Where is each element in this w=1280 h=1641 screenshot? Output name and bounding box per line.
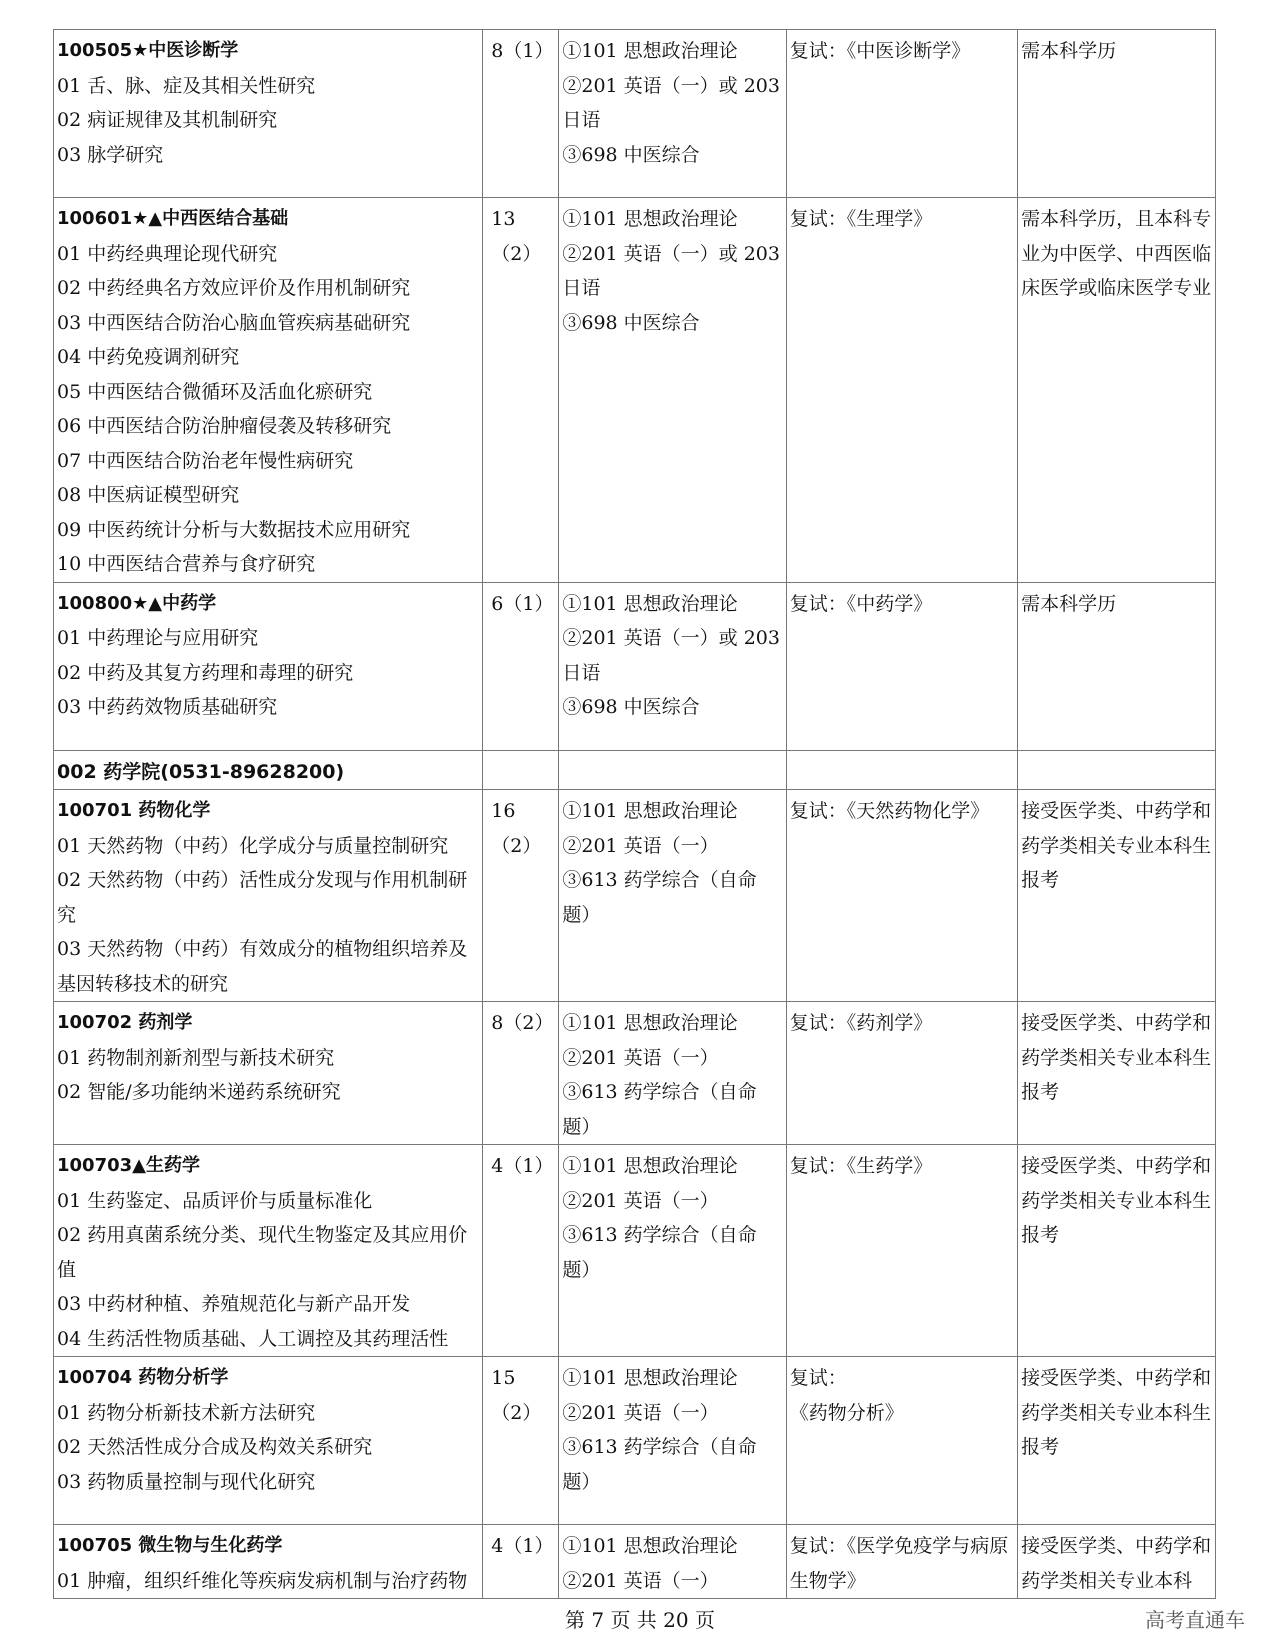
research-direction: 03 药物质量控制与现代化研究 bbox=[57, 1470, 316, 1493]
exam-subject: ②201 英语（一）或 203 日语 bbox=[562, 627, 780, 684]
research-direction: 01 舌、脉、症及其相关性研究 bbox=[57, 74, 316, 97]
program-cell bbox=[54, 198, 483, 583]
exam-subject: ③698 中医综合 bbox=[562, 311, 700, 334]
exam-subject: ②201 英语（一） bbox=[562, 1189, 719, 1212]
remark-cell bbox=[1018, 1145, 1216, 1357]
exam-subject: ①101 思想政治理论 bbox=[562, 592, 738, 615]
research-direction: 08 中医病证模型研究 bbox=[57, 484, 240, 506]
retest-subject: 《药物分析》 bbox=[789, 1401, 904, 1424]
empty-cell bbox=[559, 750, 786, 790]
program-cell bbox=[54, 582, 483, 750]
research-direction: 01 中药理论与应用研究 bbox=[57, 627, 259, 649]
empty-cell bbox=[786, 750, 1017, 790]
exam-subjects-cell bbox=[559, 1002, 786, 1145]
remark-text: 接受医学类、中药学和药学类相关专业本科生报考 bbox=[1021, 800, 1212, 891]
exam-subjects-cell bbox=[559, 790, 786, 1002]
retest-subject: 复试：《中医诊断学》 bbox=[789, 40, 971, 62]
research-direction: 02 药用真菌系统分类、现代生物鉴定及其应用价值 bbox=[57, 1224, 468, 1281]
exam-subject: ①101 思想政治理论 bbox=[562, 1155, 738, 1177]
enrollment-table bbox=[53, 29, 1216, 1599]
retest-subject: 复试：《中药学》 bbox=[789, 592, 933, 615]
research-direction: 01 中药经典理论现代研究 bbox=[57, 242, 278, 265]
quota-cell: 8（1） bbox=[483, 30, 559, 198]
program-cell bbox=[54, 1357, 483, 1525]
retest-cell bbox=[786, 1357, 1017, 1525]
research-direction: 02 天然活性成分合成及构效关系研究 bbox=[57, 1436, 373, 1458]
program-cell bbox=[54, 790, 483, 1002]
program-title: 100703▲生药学 bbox=[57, 1155, 200, 1176]
retest-subject: 复试：《生药学》 bbox=[789, 1155, 933, 1177]
remark-cell bbox=[1018, 1525, 1216, 1599]
research-direction: 06 中西医结合防治肿瘤侵袭及转移研究 bbox=[57, 415, 392, 437]
research-direction: 01 肿瘤，组织纤维化等疾病发病机制与治疗药物 bbox=[57, 1569, 468, 1592]
program-cell bbox=[54, 1002, 483, 1145]
research-direction: 01 药物制剂新剂型与新技术研究 bbox=[57, 1046, 335, 1069]
quota-cell: 15（2） bbox=[483, 1357, 559, 1525]
retest-cell bbox=[786, 790, 1017, 1002]
empty-cell bbox=[1018, 750, 1216, 790]
remark-cell bbox=[1018, 582, 1216, 750]
remark-text: 需本科学历 bbox=[1021, 592, 1117, 615]
exam-subjects-cell bbox=[559, 1525, 786, 1599]
research-direction: 02 中药经典名方效应评价及作用机制研究 bbox=[57, 277, 411, 299]
retest-subject: 复试：《天然药物化学》 bbox=[789, 800, 990, 822]
department-cell: 002 药学院(0531-89628200) bbox=[54, 750, 483, 790]
research-direction: 03 脉学研究 bbox=[57, 143, 164, 166]
table-row bbox=[54, 1002, 1216, 1145]
remark-cell bbox=[1018, 198, 1216, 583]
program-title: 100705 微生物与生化药学 bbox=[57, 1535, 283, 1556]
retest-cell bbox=[786, 1525, 1017, 1599]
exam-subject: ①101 思想政治理论 bbox=[562, 40, 738, 62]
remark-text: 需本科学历 bbox=[1021, 40, 1117, 62]
quota-cell: 8（2） bbox=[483, 1002, 559, 1145]
table-row bbox=[54, 30, 1216, 198]
exam-subject: ②201 英语（一） bbox=[562, 1569, 719, 1592]
remark-text: 接受医学类、中药学和药学类相关专业本科生报考 bbox=[1021, 1155, 1212, 1246]
program-title: 100701 药物化学 bbox=[57, 800, 211, 821]
research-direction: 03 天然药物（中药）有效成分的植物组织培养及基因转移技术的研究 bbox=[57, 938, 468, 995]
table-row bbox=[54, 750, 1216, 790]
retest-subject: 复试： bbox=[789, 1367, 847, 1389]
exam-subject: ②201 英语（一）或 203 日语 bbox=[562, 242, 780, 299]
program-title: 100704 药物分析学 bbox=[57, 1367, 229, 1388]
exam-subjects-cell bbox=[559, 582, 786, 750]
program-title: 100601★▲中西医结合基础 bbox=[57, 208, 289, 229]
retest-subject: 复试：《生理学》 bbox=[789, 208, 933, 230]
watermark: 高考直通车 bbox=[1145, 1608, 1245, 1632]
exam-subject: ③613 药学综合（自命题） bbox=[562, 1224, 757, 1281]
quota-cell: 16（2） bbox=[483, 790, 559, 1002]
table-row bbox=[54, 1145, 1216, 1357]
research-direction: 02 中药及其复方药理和毒理的研究 bbox=[57, 661, 354, 684]
table-row bbox=[54, 198, 1216, 583]
research-direction: 03 中药材种植、养殖规范化与新产品开发 bbox=[57, 1293, 411, 1315]
exam-subject: ③613 药学综合（自命题） bbox=[562, 869, 757, 926]
program-title: 100800★▲中药学 bbox=[57, 592, 217, 614]
quota-cell: 4（1） bbox=[483, 1145, 559, 1357]
research-direction: 02 病证规律及其机制研究 bbox=[57, 109, 278, 131]
retest-subject: 复试：《医学免疫学与病原生物学》 bbox=[789, 1535, 1009, 1592]
research-direction: 01 天然药物（中药）化学成分与质量控制研究 bbox=[57, 834, 449, 857]
remark-text: 接受医学类、中药学和药学类相关专业本科生报考 bbox=[1021, 1367, 1212, 1458]
exam-subject: ②201 英语（一） bbox=[562, 834, 719, 857]
research-direction: 07 中西医结合防治老年慢性病研究 bbox=[57, 449, 354, 472]
table-row bbox=[54, 790, 1216, 1002]
research-direction: 09 中医药统计分析与大数据技术应用研究 bbox=[57, 518, 411, 541]
remark-text: 接受医学类、中药学和药学类相关专业本科 bbox=[1021, 1535, 1212, 1592]
program-title: 100505★中医诊断学 bbox=[57, 40, 239, 61]
table-row bbox=[54, 582, 1216, 750]
exam-subjects-cell bbox=[559, 1357, 786, 1525]
remark-cell bbox=[1018, 790, 1216, 1002]
exam-subject: ①101 思想政治理论 bbox=[562, 1367, 738, 1389]
exam-subject: ②201 英语（一）或 203 日语 bbox=[562, 74, 780, 131]
exam-subject: ③698 中医综合 bbox=[562, 143, 700, 166]
table-row bbox=[54, 1357, 1216, 1525]
exam-subject: ①101 思想政治理论 bbox=[562, 1012, 738, 1034]
research-direction: 02 智能/多功能纳米递药系统研究 bbox=[57, 1081, 341, 1103]
empty-cell bbox=[483, 750, 559, 790]
research-direction: 02 天然药物（中药）活性成分发现与作用机制研究 bbox=[57, 869, 468, 926]
exam-subject: ③613 药学综合（自命题） bbox=[562, 1436, 757, 1493]
retest-cell bbox=[786, 198, 1017, 583]
exam-subjects-cell bbox=[559, 1145, 786, 1357]
quota-cell: 6（1） bbox=[483, 582, 559, 750]
program-cell bbox=[54, 1525, 483, 1599]
exam-subject: ③698 中医综合 bbox=[562, 696, 700, 718]
table-row bbox=[54, 1525, 1216, 1599]
exam-subject: ②201 英语（一） bbox=[562, 1401, 719, 1424]
retest-cell bbox=[786, 582, 1017, 750]
remark-text: 接受医学类、中药学和药学类相关专业本科生报考 bbox=[1021, 1012, 1212, 1103]
exam-subjects-cell bbox=[559, 30, 786, 198]
retest-cell bbox=[786, 1145, 1017, 1357]
program-cell bbox=[54, 1145, 483, 1357]
exam-subject: ①101 思想政治理论 bbox=[562, 800, 738, 822]
exam-subject: ①101 思想政治理论 bbox=[562, 208, 738, 230]
quota-cell: 13（2） bbox=[483, 198, 559, 583]
remark-cell bbox=[1018, 1357, 1216, 1525]
quota-cell: 4（1） bbox=[483, 1525, 559, 1599]
remark-cell bbox=[1018, 1002, 1216, 1145]
research-direction: 01 生药鉴定、品质评价与质量标准化 bbox=[57, 1189, 373, 1212]
program-title: 100702 药剂学 bbox=[57, 1012, 193, 1033]
research-direction: 10 中西医结合营养与食疗研究 bbox=[57, 553, 316, 575]
research-direction: 03 中药药效物质基础研究 bbox=[57, 696, 278, 718]
research-direction: 04 生药活性物质基础、人工调控及其药理活性 bbox=[57, 1327, 449, 1350]
page-footer: 第 7 页 共 20 页 bbox=[565, 1608, 715, 1632]
research-direction: 01 药物分析新技术新方法研究 bbox=[57, 1401, 316, 1424]
exam-subject: ①101 思想政治理论 bbox=[562, 1535, 738, 1557]
remark-cell bbox=[1018, 30, 1216, 198]
program-cell bbox=[54, 30, 483, 198]
research-direction: 03 中西医结合防治心脑血管疾病基础研究 bbox=[57, 311, 411, 334]
retest-cell bbox=[786, 30, 1017, 198]
research-direction: 05 中西医结合微循环及活血化瘀研究 bbox=[57, 380, 373, 403]
exam-subject: ②201 英语（一） bbox=[562, 1046, 719, 1069]
exam-subject: ③613 药学综合（自命题） bbox=[562, 1081, 757, 1138]
remark-text: 需本科学历，且本科专业为中医学、中西医临床医学或临床医学专业 bbox=[1021, 208, 1212, 299]
research-direction: 04 中药免疫调剂研究 bbox=[57, 346, 240, 368]
retest-subject: 复试：《药剂学》 bbox=[789, 1012, 933, 1034]
retest-cell bbox=[786, 1002, 1017, 1145]
exam-subjects-cell bbox=[559, 198, 786, 583]
